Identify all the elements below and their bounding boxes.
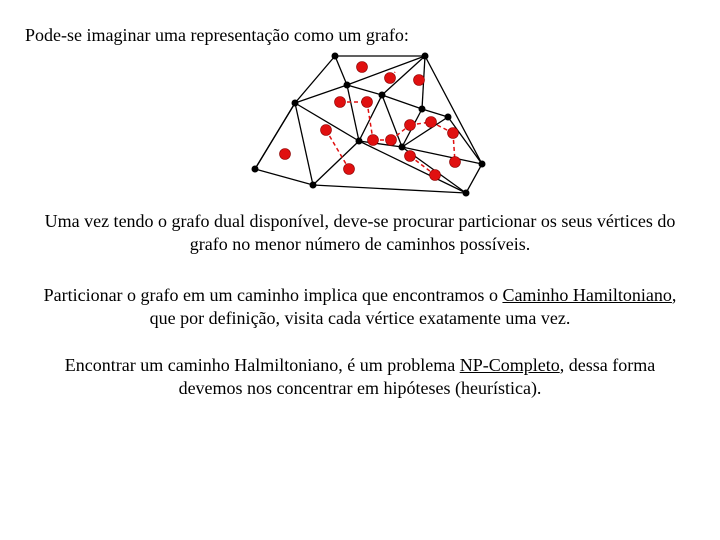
paragraph-2-text-end: , que por definição, visita cada vértice exatamente uma vez.	[149, 285, 677, 328]
paragraph-3-text-start: Encontrar um caminho Halmiltoniano, é um problema	[64, 355, 460, 375]
caminho-hamiltoniano-link[interactable]: Caminho Hamiltoniano	[502, 285, 672, 305]
mesh-vertex	[252, 166, 259, 173]
mesh-vertex	[332, 53, 339, 60]
dual-vertex	[448, 128, 459, 139]
dual-graph-diagram	[245, 45, 495, 205]
heading: Pode-se imaginar uma representação como um grafo:	[25, 25, 409, 45]
dual-vertex	[426, 117, 437, 128]
mesh-vertex	[419, 106, 426, 113]
dual-vertex	[414, 75, 425, 86]
mesh-vertex	[399, 144, 406, 151]
dual-vertices	[280, 62, 461, 181]
dual-vertex	[362, 97, 373, 108]
mesh-vertex	[344, 82, 351, 89]
mesh-vertices	[252, 53, 486, 197]
dual-vertex	[405, 151, 416, 162]
dual-vertex	[385, 73, 396, 84]
paragraph-hamiltonian-path	[40, 284, 680, 330]
mesh-edges	[255, 56, 482, 193]
dual-vertex	[405, 120, 416, 131]
mesh-vertex	[310, 182, 317, 189]
dual-vertex	[386, 135, 397, 146]
dual-vertex	[450, 157, 461, 168]
dual-vertex	[430, 170, 441, 181]
mesh-vertex	[292, 100, 299, 107]
mesh-vertex	[479, 161, 486, 168]
dual-vertex	[368, 135, 379, 146]
dual-vertex	[280, 149, 291, 160]
paragraph-2-text-start: Particionar o grafo em um caminho implica que encontramos o	[43, 285, 503, 305]
np-completo-link[interactable]: NP-Completo	[459, 355, 560, 375]
mesh-vertex	[445, 114, 452, 121]
mesh-vertex	[463, 190, 470, 197]
dual-vertex	[335, 97, 346, 108]
dual-vertex	[321, 125, 332, 136]
paragraph-3-text-end: , dessa forma devemos nos concentrar em hipóteses (heurística).	[178, 355, 656, 398]
mesh-vertex	[356, 138, 363, 145]
paragraph-dual-graph: Uma vez tendo o grafo dual disponível, deve-se procurar particionar os seus vértices do grafo no menor número de caminhos possíveis.	[44, 211, 676, 254]
paragraph-np-complete	[40, 354, 680, 400]
mesh-vertex	[422, 53, 429, 60]
mesh-vertex	[379, 92, 386, 99]
dual-vertex	[357, 62, 368, 73]
dual-vertex	[344, 164, 355, 175]
